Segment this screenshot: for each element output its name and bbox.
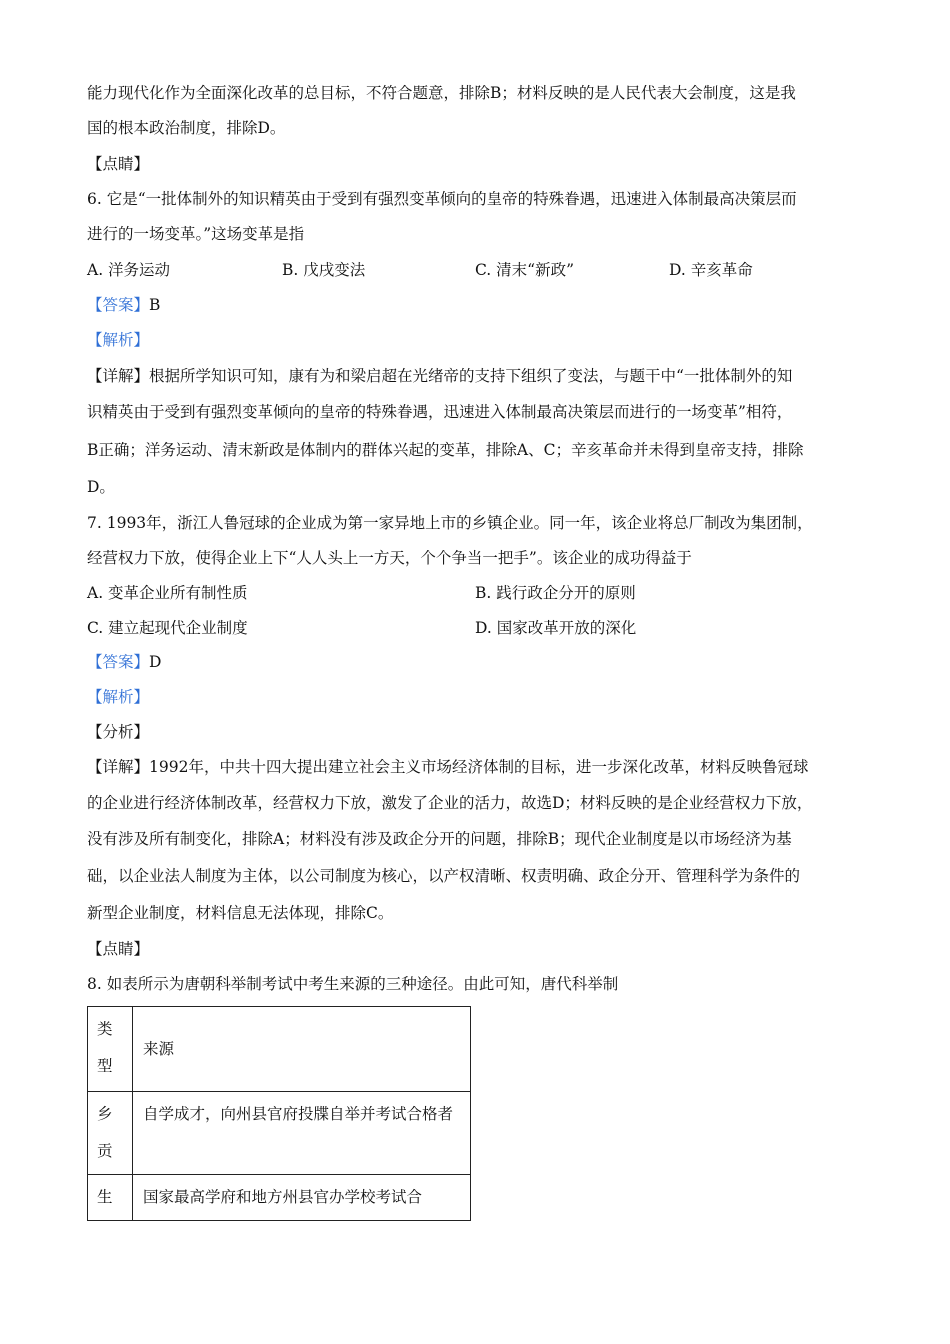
q7-detail-line: 新型企业制度，材料信息无法体现，排除C。 [87,904,394,922]
q7-analysis-tag: 【解析】 [87,688,150,706]
q7-detail-line: 没有涉及所有制变化，排除A；材料没有涉及政企分开的问题，排除B；现代企业制度是以市场经济为基 [87,830,792,848]
answer-value: D [149,653,162,671]
q6-analysis-tag: 【解析】 [87,331,150,349]
q7-option-d: D. 国家改革开放的深化 [475,619,637,637]
q6-option-d: D. 辛亥革命 [669,261,753,279]
table-header-row [88,1007,471,1092]
table-row [88,1092,471,1175]
q6-detail-line: D。 [87,478,115,496]
q6-detail-line: 识精英由于受到有强烈变革倾向的皇帝的特殊眷遇，迅速进入体制最高决策层而进行的一场变革”相符， [87,403,793,421]
q6-option-c: C. 清末“新政” [475,261,575,279]
q8-stem: 8. 如表所示为唐朝科举制考试中考生来源的三种途径。由此可知，唐代科举制 [87,975,619,993]
q6-stem-line2: 进行的一场变革。”这场变革是指 [87,225,305,243]
text-line: 能力现代化作为全面深化改革的总目标，不符合题意，排除B；材料反映的是人民代表大会制度，这是我 [87,84,796,102]
q7-stem-line1: 7. 1993年，浙江人鲁冠球的企业成为第一家异地上市的乡镇企业。同一年，该企业将总厂制改为集团制， [87,514,813,532]
table-cell: 国家最高学府和地方州县官办学校考试合 [133,1175,471,1221]
answer-tag: 【答案】 [87,296,150,314]
q7-answer [87,652,161,672]
q7-fenxi-tag: 【分析】 [87,723,150,741]
q7-dianjing-tag: 【点睛】 [87,940,150,958]
text-line: 国的根本政治制度，排除D。 [87,119,286,137]
table-cell: 生 [88,1175,133,1221]
table-cell: 自学成才，向州县官府投牒自举并考试合格者 [133,1092,471,1175]
q7-stem-line2: 经营权力下放，使得企业上下“人人头上一方天，个个争当一把手”。该企业的成功得益于 [87,549,692,567]
q6-detail-line: 【详解】根据所学知识可知，康有为和梁启超在光绪帝的支持下组织了变法，与题干中“一批体制外的知 [87,367,793,385]
table-row [88,1175,471,1221]
q6-option-a: A. 洋务运动 [87,261,171,279]
answer-tag: 【答案】 [87,653,150,671]
q7-detail-line: 【详解】1992年，中共十四大提出建立社会主义市场经济体制的目标，进一步深化改革，材料反映鲁冠球 [87,758,809,776]
source-table [87,1006,471,1221]
table-header-cell: 类型 [88,1007,133,1092]
q7-detail-line: 的企业进行经济体制改革，经营权力下放，激发了企业的活力，故选D；材料反映的是企业经营权力下放， [87,794,813,812]
answer-value: B [149,296,161,314]
q7-option-b: B. 践行政企分开的原则 [475,584,636,602]
dianjing-tag: 【点睛】 [87,155,150,173]
table-cell: 乡贡 [88,1092,133,1175]
q6-detail-line: B正确；洋务运动、清末新政是体制内的群体兴起的变革，排除A、C；辛亥革命并未得到皇帝支持，排除 [87,441,804,459]
q6-stem-line1: 6. 它是“一批体制外的知识精英由于受到有强烈变革倾向的皇帝的特殊眷遇，迅速进入体制最高决策层而 [87,190,797,208]
q6-option-b: B. 戊戌变法 [282,261,366,279]
q7-option-c: C. 建立起现代企业制度 [87,619,248,637]
q7-option-a: A. 变革企业所有制性质 [87,584,248,602]
table-header-cell: 来源 [133,1007,471,1092]
q7-detail-line: 础，以企业法人制度为主体，以公司制度为核心，以产权清晰、权责明确、政企分开、管理科学为条件的 [87,867,801,885]
q6-answer [87,295,160,315]
